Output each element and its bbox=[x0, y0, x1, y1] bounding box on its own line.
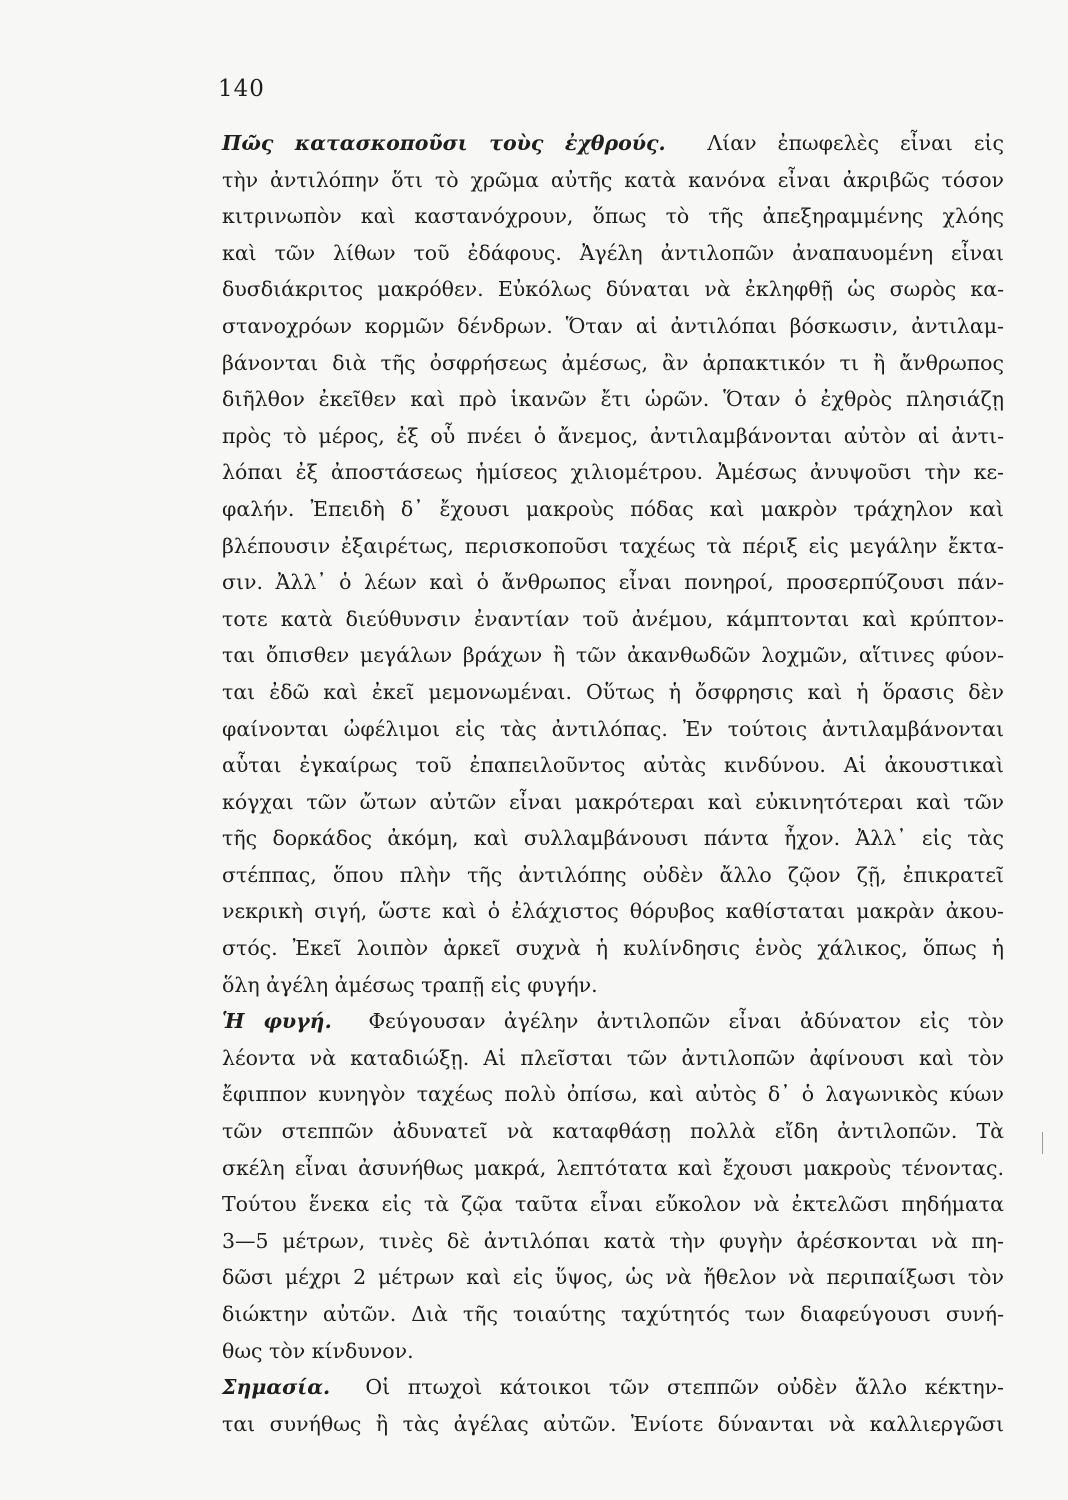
section-heading: Ἡ φυγή. bbox=[222, 1009, 332, 1034]
text-line: βάνονται διὰ τῆς ὀσφρήσεως ἀμέσως, ἂν ἁρπακτικόν τι ἢ ἄνθρωπος bbox=[222, 350, 1004, 375]
body-text bbox=[222, 125, 1004, 1442]
text-line: Τούτου ἕνεκα εἰς τὰ ζῷα ταῦτα εἶναι εὔκολον νὰ ἐκτελῶσι πηδήματα bbox=[222, 1192, 1004, 1217]
text-line bbox=[222, 1003, 1004, 1040]
text-line: σκέλη εἶναι ἀσυνήθως μακρά, λεπτότατα καὶ ἔχουσι μακροὺς τένοντας. bbox=[222, 1155, 1004, 1180]
text-line bbox=[222, 125, 1004, 162]
line-text: Φεύγουσαν ἀγέλην ἀντιλοπῶν εἶναι ἀδύνατον εἰς τὸν bbox=[368, 1009, 1004, 1034]
text-line: νεκρικὴ σιγή, ὥστε καὶ ὁ ἐλάχιστος θόρυβος καθίσταται μακρὰν ἀκου- bbox=[222, 899, 1004, 924]
text-line: τοτε κατὰ διεύθυνσιν ἐναντίαν τοῦ ἀνέμου, κάμπτονται καὶ κρύπτον- bbox=[222, 606, 1004, 631]
text-line bbox=[222, 1369, 1004, 1406]
text-line: ται ἐδῶ καὶ ἐκεῖ μεμονωμέναι. Οὕτως ἡ ὄσφρησις καὶ ἡ ὅρασις δὲν bbox=[222, 679, 1004, 704]
text-line: λέοντα νὰ καταδιώξῃ. Αἱ πλεῖσται τῶν ἀντιλοπῶν ἀφίνουσι καὶ τὸν bbox=[222, 1045, 1004, 1070]
text-line: στανοχρόων κορμῶν δένδρων. Ὅταν αἱ ἀντιλόπαι βόσκωσιν, ἀντιλαμ- bbox=[222, 313, 1004, 338]
text-line: στός. Ἐκεῖ λοιπὸν ἀρκεῖ συχνὰ ἡ κυλίνδησις ἑνὸς χάλικος, ὅπως ἡ bbox=[222, 936, 1004, 961]
text-line: κιτρινωπὸν καὶ καστανόχρουν, ὅπως τὸ τῆς ἀπεξηραμμένης χλόης bbox=[222, 204, 1004, 229]
text-line: δυσδιάκριτος μακρόθεν. Εὐκόλως δύναται νὰ ἐκληφθῇ ὡς σωρὸς κα- bbox=[222, 277, 1004, 302]
line-text: Λίαν ἐπωφελὲς εἶναι εἰς bbox=[707, 131, 1004, 155]
text-line: ἔφιππον κυνηγὸν ταχέως πολὺ ὀπίσω, καὶ αὐτὸς δ᾽ ὁ λαγωνικὸς κύων bbox=[222, 1082, 1004, 1107]
text-line: ται ὄπισθεν μεγάλων βράχων ἢ τῶν ἀκανθωδῶν λοχμῶν, αἵτινες φύον- bbox=[222, 643, 1004, 668]
text-line: καὶ τῶν λίθων τοῦ ἐδάφους. Ἀγέλη ἀντιλοπῶν ἀναπαυομένη εἶναι bbox=[222, 240, 1004, 265]
text-line: κόγχαι τῶν ὤτων αὐτῶν εἶναι μακρότεραι καὶ εὐκινητότεραι καὶ τῶν bbox=[222, 789, 1004, 814]
section-heading: Πῶς κατασκοποῦσι τοὺς ἐχθρούς. bbox=[222, 131, 666, 155]
text-line: δῶσι μέχρι 2 μέτρων καὶ εἰς ὕψος, ὡς νὰ ἤθελον νὰ περιπαίξωσι τὸν bbox=[222, 1265, 1004, 1290]
text-line: σιν. Ἀλλ᾽ ὁ λέων καὶ ὁ ἄνθρωπος εἶναι πονηροί, προσερπύζουσι πάν- bbox=[222, 570, 1004, 595]
text-line: λόπαι ἐξ ἀποστάσεως ἡμίσεος χιλιομέτρου. Ἀμέσως ἀνυψοῦσι τὴν κε- bbox=[222, 460, 1004, 485]
text-line: πρὸς τὸ μέρος, ἐξ οὗ πνέει ὁ ἄνεμος, ἀντιλαμβάνονται αὐτὸν αἱ ἀντι- bbox=[222, 423, 1004, 448]
text-line: διῆλθον ἐκεῖθεν καὶ πρὸ ἱκανῶν ἔτι ὡρῶν. Ὅταν ὁ ἐχθρὸς πλησιάζῃ bbox=[222, 387, 1004, 412]
text-line: τὴν ἀντιλόπην ὅτι τὸ χρῶμα αὐτῆς κατὰ κανόνα εἶναι ἀκριβῶς τόσον bbox=[222, 167, 1004, 192]
text-line: αὗται ἐγκαίρως τοῦ ἐπαπειλοῦντος αὐτὰς κινδύνου. Αἱ ἀκουστικαὶ bbox=[222, 753, 1004, 778]
section-heading: Σημασία. bbox=[222, 1375, 331, 1400]
text-line: φαλήν. Ἐπειδὴ δ᾽ ἔχουσι μακροὺς πόδας καὶ μακρὸν τράχηλον καὶ bbox=[222, 496, 1004, 521]
text-line: ται συνήθως ἢ τὰς ἀγέλας αὐτῶν. Ἐνίοτε δύνανται νὰ καλλιεργῶσι bbox=[222, 1411, 1004, 1436]
text-line: στέππας, ὅπου πλὴν τῆς ἀντιλόπης οὐδὲν ἄλλο ζῷον ζῇ, ἐπικρατεῖ bbox=[222, 862, 1004, 887]
page-number: 140 bbox=[218, 76, 265, 102]
line-text: Οἱ πτωχοὶ κάτοικοι τῶν στεππῶν οὐδὲν ἄλλο κέκτην- bbox=[365, 1375, 1004, 1400]
text-line: βλέπουσιν ἐξαιρέτως, περισκοποῦσι ταχέως τὰ πέριξ εἰς μεγάλην ἔκτα- bbox=[222, 533, 1004, 558]
text-line: διώκτην αὐτῶν. Διὰ τῆς τοιαύτης ταχύτητός των διαφεύγουσι συνή- bbox=[222, 1302, 1004, 1326]
text-line: τῶν στεππῶν ἀδυνατεῖ νὰ καταφθάσῃ πολλὰ εἴδη ἀντιλοπῶν. Τὰ bbox=[222, 1119, 1004, 1144]
margin-mark bbox=[1042, 1132, 1043, 1154]
text-line: ὅλη ἀγέλη ἀμέσως τραπῇ εἰς φυγήν. bbox=[222, 972, 598, 997]
text-line: φαίνονται ὠφέλιμοι εἰς τὰς ἀντιλόπας. Ἐν τούτοις ἀντιλαμβάνονται bbox=[222, 716, 1004, 741]
text-line: τῆς δορκάδος ἀκόμη, καὶ συλλαμβάνουσι πάντα ἦχον. Ἀλλ᾽ εἰς τὰς bbox=[222, 826, 1004, 851]
text-line: 3—5 μέτρων, τινὲς δὲ ἀντιλόπαι κατὰ τὴν φυγὴν ἀρέσκονται νὰ πη- bbox=[222, 1228, 1004, 1253]
text-line: θως τὸν κίνδυνον. bbox=[222, 1338, 414, 1363]
